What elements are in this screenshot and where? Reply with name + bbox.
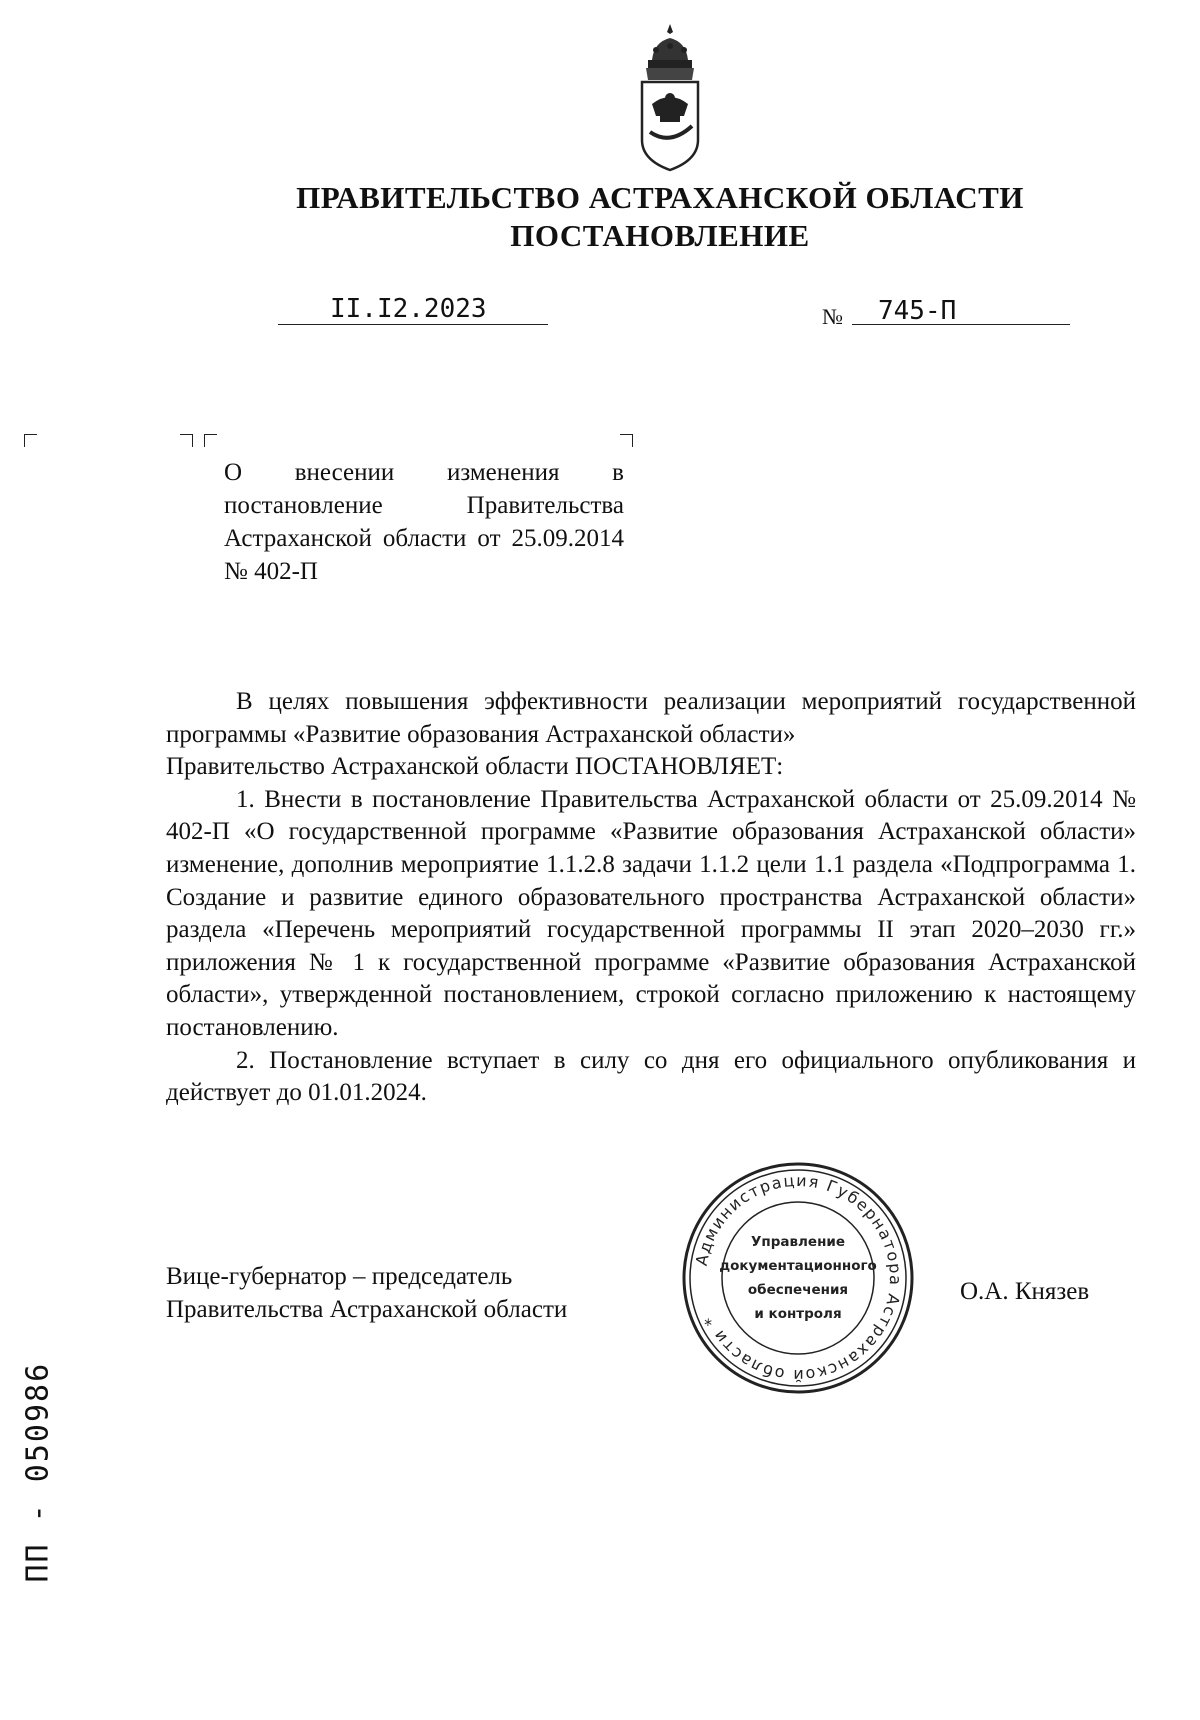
corner-mark: [24, 434, 37, 447]
stamp-ring-text: Администрация Губернатора Астраханской области *: [691, 1170, 906, 1386]
form-serial-code: ПП - 050986: [20, 1361, 56, 1583]
organization-title: ПРАВИТЕЛЬСТВО АСТРАХАНСКОЙ ОБЛАСТИ: [296, 180, 1024, 215]
document-number: 745-П: [878, 296, 957, 326]
corner-mark: [180, 434, 193, 447]
coat-of-arms-emblem: [630, 20, 710, 180]
svg-text:Администрация Губернатора Астр: [692, 1171, 905, 1385]
corner-mark: [204, 434, 217, 447]
number-underline: [852, 324, 1070, 325]
item-2-paragraph: 2. Постановление вступает в силу со дня его официального опубликования и действует до 01.01.2024.: [166, 1046, 1136, 1107]
stamp-line-3: обеспечения: [747, 1282, 849, 1298]
preamble-paragraph: В целях повышения эффективности реализации мероприятий государственной программы «Развитие образования Астраханской области»: [166, 688, 1136, 748]
official-stamp: [680, 1160, 916, 1396]
stamp-line-2: документационного: [719, 1258, 877, 1274]
document-date: II.I2.2023: [330, 294, 487, 324]
stamp-line-1: Управление: [750, 1234, 846, 1250]
document-subject: О внесении изменения в постановление Правительства Астраханской области от 25.09.2014 № 402-П: [224, 459, 624, 585]
number-sign: №: [822, 304, 843, 329]
signatory-name: О.А. Князев: [960, 1278, 1090, 1305]
item-1-paragraph: 1. Внести в постановление Правительства Астраханской области от 25.09.2014 № 402-П «О государственной программе «Развитие образования Астраханской области» изменение, дополнив мероприятие 1.1.2.8 задачи 1.1.2 цели 1.1 раздела «Подпрограмма 1. Создание и развитие единого образовательного пространства Астраханской области» раздела «Перечень мероприятий государственной программы II этап 2020–2030 гг.» приложения № 1 к государственной программе «Развитие образования Астраханской области», утвержденной постановлением, строкой согласно приложению к настоящему постановлению.: [166, 785, 1136, 1041]
date-underline: [278, 324, 548, 325]
signatory-position: [166, 1260, 567, 1326]
position-line-2: Правительства Астраханской области: [166, 1296, 568, 1323]
document-type-title: ПОСТАНОВЛЕНИЕ: [510, 218, 810, 253]
corner-mark: [620, 434, 633, 447]
resolution-line: Правительство Астраханской области ПОСТАНОВЛЯЕТ:: [166, 753, 784, 781]
stamp-line-4: и контроля: [754, 1306, 842, 1322]
position-line-1: Вице-губернатор – председатель: [166, 1263, 513, 1290]
document-body: [166, 686, 1136, 1110]
